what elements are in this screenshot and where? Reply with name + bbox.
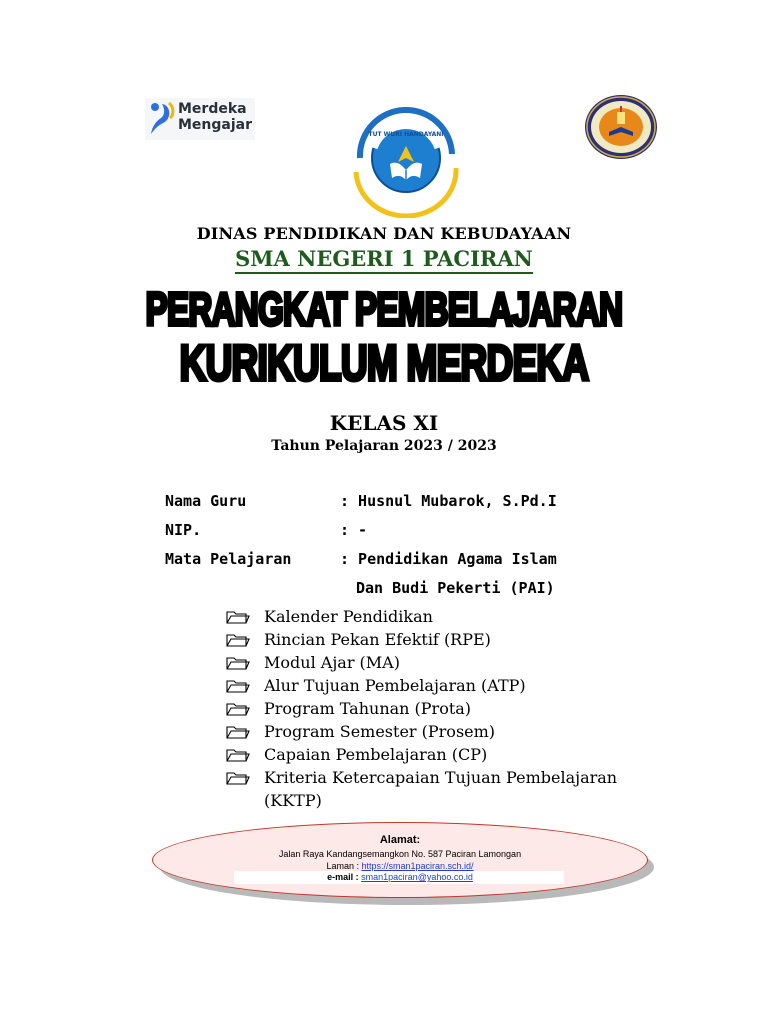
list-item — [226, 651, 666, 674]
title-line-1: PERANGKAT PEMBELAJARAN — [145, 283, 623, 335]
list-item — [226, 697, 666, 720]
folder-icon — [226, 633, 250, 647]
tahun-pelajaran: Tahun Pelajaran 2023 / 2023 — [271, 438, 497, 454]
address-street: Jalan Raya Kandangsemangkon No. 587 Paciran Lamongan — [278, 849, 522, 859]
list-item-text: Alur Tujuan Pembelajaran (ATP) — [264, 676, 526, 695]
nip-label: NIP. — [165, 521, 202, 539]
list-item — [226, 766, 666, 812]
folder-icon — [226, 771, 250, 785]
list-item — [226, 605, 666, 628]
tut-wuri-handayani-emblem — [346, 106, 466, 218]
list-item-text: Capaian Pembelajaran (CP) — [264, 745, 488, 764]
folder-icon — [226, 656, 250, 670]
list-item-text: Modul Ajar (MA) — [264, 653, 400, 672]
dinas-heading: DINAS PENDIDIKAN DAN KEBUDAYAAN — [196, 224, 572, 243]
nama-guru-value: : Husnul Mubarok, S.Pd.I — [340, 492, 557, 510]
kelas-heading: KELAS XI — [329, 411, 439, 435]
school-name — [0, 246, 768, 271]
mengajar-word: Mengajar — [178, 117, 253, 133]
title-line-2: KURIKULUM MERDEKA — [179, 335, 589, 391]
mata-pelajaran-value: : Pendidikan Agama Islam — [340, 550, 557, 568]
email-link[interactable]: sman1paciran@yahoo.co.id — [361, 872, 473, 882]
mata-pelajaran-value-cont: Dan Budi Pekerti (PAI) — [356, 579, 555, 597]
address-website — [150, 861, 650, 871]
list-item-text: Program Tahunan (Prota) — [264, 699, 472, 718]
folder-icon — [226, 725, 250, 739]
folder-icon — [226, 610, 250, 624]
svg-text:TUT WURI HANDAYANI: TUT WURI HANDAYANI — [368, 131, 444, 138]
list-item-text: Kriteria Ketercapaian Tujuan Pembelajaran (KKTP) — [264, 768, 618, 810]
mata-pelajaran-label: Mata Pelajaran — [165, 550, 292, 568]
list-item — [226, 674, 666, 697]
sma-paciran-emblem — [584, 94, 658, 160]
email-label: e-mail : — [327, 872, 362, 882]
school-name-text: SMA NEGERI 1 PACIRAN — [235, 246, 533, 274]
merdeka-logo-icon — [149, 101, 175, 135]
document-list — [226, 605, 666, 812]
merdeka-mengajar-logo — [145, 98, 255, 140]
address-email — [150, 872, 650, 882]
list-item — [226, 628, 666, 651]
list-item-text: Program Semester (Prosem) — [264, 722, 496, 741]
list-item-text: Kalender Pendidikan — [264, 607, 433, 626]
folder-icon — [226, 702, 250, 716]
list-item — [226, 743, 666, 766]
address-title: Alamat: — [379, 834, 421, 846]
website-link[interactable]: https://sman1paciran.sch.id/ — [361, 861, 474, 871]
website-label: Laman : — [326, 861, 362, 871]
folder-icon — [226, 748, 250, 762]
list-item-text: Rincian Pekan Efektif (RPE) — [264, 630, 491, 649]
folder-icon — [226, 679, 250, 693]
list-item — [226, 720, 666, 743]
merdeka-word: Merdeka — [178, 101, 247, 117]
nip-value: : - — [340, 521, 368, 539]
nama-guru-label: Nama Guru — [165, 492, 247, 510]
